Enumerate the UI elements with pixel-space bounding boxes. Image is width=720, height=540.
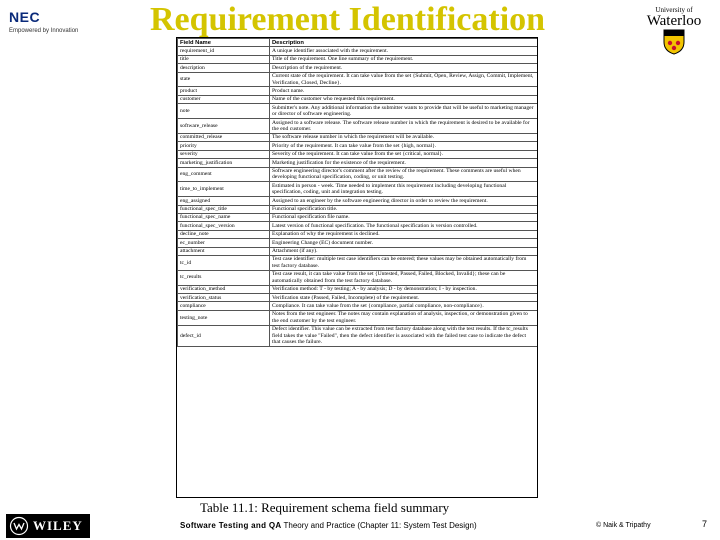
nec-logo-text: NEC (9, 9, 41, 25)
field-name-cell: ec_number (178, 239, 270, 247)
description-cell: Compliance. It can take value from the set {compliance, partial compliance, non-compliance}. (270, 302, 538, 310)
field-name-cell: eng_assigned (178, 197, 270, 205)
table-row (178, 72, 538, 87)
footer-book-title (180, 521, 477, 531)
description-cell: Severity of the requirement. It can take value from the set {critical, normal}. (270, 150, 538, 158)
table-row (178, 133, 538, 141)
field-name-cell: compliance (178, 302, 270, 310)
description-cell: Assigned to a software release. The software release number in which the requirement is desired to be available for the end customer. (270, 119, 538, 134)
footer-copyright: © Naik & Tripathy (596, 522, 651, 529)
table-row (178, 270, 538, 285)
field-name-cell: severity (178, 150, 270, 158)
table-row (178, 55, 538, 63)
header-description: Description (270, 39, 538, 47)
description-cell: Marketing justification for the existence of the requirement. (270, 159, 538, 167)
description-cell: Functional specification title. (270, 205, 538, 213)
field-name-cell: testing_note (178, 310, 270, 325)
table-row (178, 119, 538, 134)
table-row (178, 205, 538, 213)
field-name-cell: tc_id (178, 255, 270, 270)
waterloo-name-text: Waterloo (646, 13, 702, 29)
waterloo-shield-icon (663, 29, 685, 55)
field-name-cell: tc_results (178, 270, 270, 285)
table-row (178, 239, 538, 247)
description-cell: A unique identifier associated with the requirement. (270, 47, 538, 55)
footer-book-title-rest: Theory and Practice (Chapter 11: System Test Design) (281, 521, 477, 530)
table-row (178, 230, 538, 238)
description-cell: Description of the requirement. (270, 64, 538, 72)
header-field-name: Field Name (178, 39, 270, 47)
table-row (178, 247, 538, 255)
field-name-cell: functional_spec_name (178, 213, 270, 221)
wiley-logo (6, 514, 90, 538)
field-name-cell: note (178, 104, 270, 119)
description-cell: Submitter's note. Any additional information the submitter wants to provide that will be useful to marketing manager or director of software engineering. (270, 104, 538, 119)
description-cell: Product name. (270, 87, 538, 95)
description-cell: Test case identifier: multiple test case identifiers can be entered; these values may be obtained automatically from test factory database. (270, 255, 538, 270)
table-header-row (178, 39, 538, 47)
field-name-cell: title (178, 55, 270, 63)
table-row (178, 64, 538, 72)
table-row (178, 310, 538, 325)
description-cell: The software release number in which the requirement will be available. (270, 133, 538, 141)
table-caption: Table 11.1: Requirement schema field summary (200, 500, 450, 515)
field-name-cell: customer (178, 95, 270, 103)
description-cell: Notes from the test engineer. The notes may contain explanation of analysis, inspection, or demonstration given to the end customer by the test engineer. (270, 310, 538, 325)
description-cell: Functional specification file name. (270, 213, 538, 221)
field-name-cell: requirement_id (178, 47, 270, 55)
table-row (178, 222, 538, 230)
description-cell: Assigned to an engineer by the software engineering director in order to review the requirement. (270, 197, 538, 205)
table-row (178, 167, 538, 182)
field-name-cell: defect_id (178, 325, 270, 346)
description-cell: Software engineering director's comment after the review of the requirement. These comments are useful when developing functional specification, coding, or unit testing. (270, 167, 538, 182)
table-row (178, 159, 538, 167)
field-name-cell: functional_spec_version (178, 222, 270, 230)
table-row (178, 87, 538, 95)
description-cell: Engineering Change (EC) document number. (270, 239, 538, 247)
description-cell: Test case result, it can take value from the set {Untested, Passed, Failed, Blocked, Invalid}; these can be automatically obtained from the test factory database. (270, 270, 538, 285)
table-row (178, 95, 538, 103)
field-name-cell: marketing_justification (178, 159, 270, 167)
description-cell: Priority of the requirement. It can take value from the set {high, normal}. (270, 142, 538, 150)
description-cell: Title of the requirement. One line summary of the requirement. (270, 55, 538, 63)
description-cell: Latest version of functional specification. The functional specification is version controlled. (270, 222, 538, 230)
footer-book-title-bold: Software Testing and QA (180, 521, 282, 530)
table-row (178, 104, 538, 119)
description-cell: Verification state (Passed, Failed, Incomplete) of the requirement. (270, 294, 538, 302)
description-cell: Explanation of why the requirement is declined. (270, 230, 538, 238)
table-row (178, 197, 538, 205)
nec-tagline: Empowered by Innovation (9, 28, 79, 34)
field-name-cell: software_release (178, 119, 270, 134)
field-name-cell: time_to_implement (178, 182, 270, 197)
table-row (178, 294, 538, 302)
description-cell: Estimated in person - week. Time needed to implement this requirement including developing functional specification, coding, unit and integration testing. (270, 182, 538, 197)
description-cell: Name of the customer who requested this requirement. (270, 95, 538, 103)
description-cell: Defect identifier. This value can be extracted from test factory database along with the test results. If the tc_results field takes the value "Failed", then the defect identifier is associated with the failed test case to indicate the defect that causes the failure. (270, 325, 538, 346)
field-name-cell: description (178, 64, 270, 72)
field-name-cell: attachment (178, 247, 270, 255)
field-name-cell: committed_release (178, 133, 270, 141)
field-name-cell: verification_status (178, 294, 270, 302)
table-row (178, 255, 538, 270)
description-cell: Attachment (if any). (270, 247, 538, 255)
field-name-cell: functional_spec_title (178, 205, 270, 213)
requirement-schema-table (176, 37, 538, 498)
waterloo-university-text: University of (655, 6, 693, 14)
field-name-cell: priority (178, 142, 270, 150)
description-cell: Current state of the requirement. It can take value from the set {Submit, Open, Review, Assign, Commit, Implement, Verification, Closed, Decline}. (270, 72, 538, 87)
field-name-cell: eng_comment (178, 167, 270, 182)
table-row (178, 150, 538, 158)
page-title: Requirement Identification (150, 1, 546, 38)
field-name-cell: product (178, 87, 270, 95)
field-name-cell: state (178, 72, 270, 87)
nec-logo (9, 9, 89, 35)
field-name-cell: decline_note (178, 230, 270, 238)
table-row (178, 325, 538, 346)
table-row (178, 182, 538, 197)
table-row (178, 302, 538, 310)
page-number: 7 (702, 519, 708, 529)
wiley-logo-text: WILEY (33, 518, 83, 533)
table-row (178, 285, 538, 293)
field-name-cell: verification_method (178, 285, 270, 293)
table-row (178, 142, 538, 150)
waterloo-logo (632, 0, 716, 60)
table-row (178, 213, 538, 221)
table-row (178, 47, 538, 55)
wiley-emblem-icon (9, 516, 29, 536)
description-cell: Verification method: T - by testing; A - by analysis; D - by demonstration; I - by inspection. (270, 285, 538, 293)
